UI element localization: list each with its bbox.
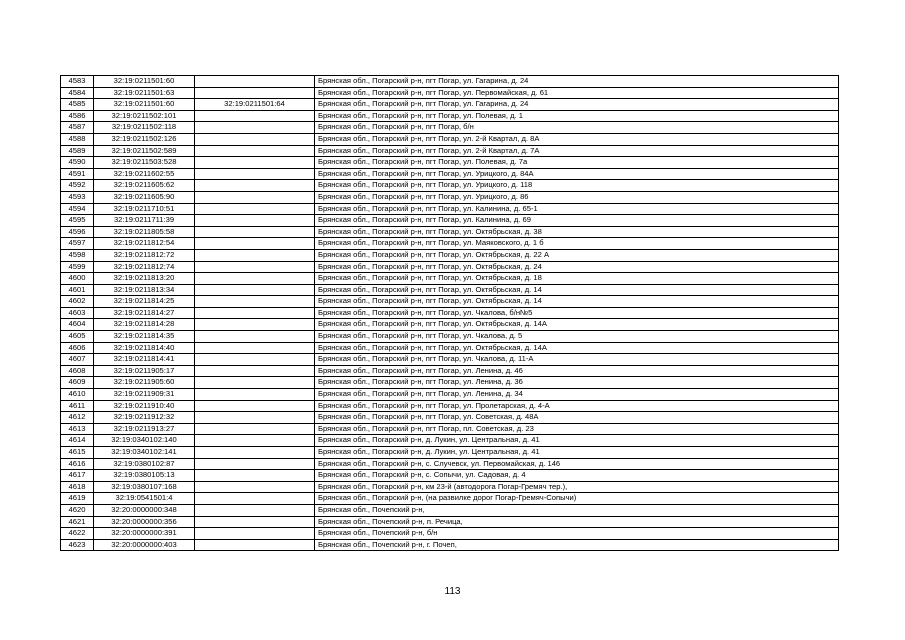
row-number-cell: 4583 bbox=[61, 76, 94, 88]
row-number-cell: 4622 bbox=[61, 528, 94, 540]
table-row bbox=[61, 435, 839, 447]
table-body bbox=[61, 76, 839, 551]
table-row bbox=[61, 400, 839, 412]
cadastral-number-cell: 32:19:0211602:55 bbox=[94, 168, 195, 180]
cadastral-number-cell: 32:19:0211502:101 bbox=[94, 110, 195, 122]
row-number-cell: 4601 bbox=[61, 284, 94, 296]
row-number-cell: 4585 bbox=[61, 99, 94, 111]
cadastral-number-cell: 32:19:0211910:40 bbox=[94, 400, 195, 412]
related-cadastral-number-cell bbox=[195, 76, 315, 88]
cadastral-number-cell: 32:19:0211503:528 bbox=[94, 157, 195, 169]
related-cadastral-number-cell bbox=[195, 133, 315, 145]
table-row bbox=[61, 331, 839, 343]
address-cell: Брянская обл., Почепский р-н, г. Почеп, bbox=[315, 539, 839, 551]
address-cell: Брянская обл., Почепский р-н, п. Речица, bbox=[315, 516, 839, 528]
row-number-cell: 4623 bbox=[61, 539, 94, 551]
related-cadastral-number-cell bbox=[195, 307, 315, 319]
cadastral-number-cell: 32:19:0211814:27 bbox=[94, 307, 195, 319]
cadastral-number-cell: 32:19:0211905:60 bbox=[94, 377, 195, 389]
row-number-cell: 4589 bbox=[61, 145, 94, 157]
cadastral-number-cell: 32:20:0000000:356 bbox=[94, 516, 195, 528]
address-cell: Брянская обл., Погарский р-н, пгт Погар, ул. Чкалова, б/н№5 bbox=[315, 307, 839, 319]
address-cell: Брянская обл., Погарский р-н, с. Сопычи, ул. Садовая, д. 4 bbox=[315, 470, 839, 482]
address-cell: Брянская обл., Погарский р-н, д. Лукин, ул. Центральная, д. 41 bbox=[315, 447, 839, 459]
table-row bbox=[61, 412, 839, 424]
related-cadastral-number-cell bbox=[195, 145, 315, 157]
cadastral-number-cell: 32:19:0211605:62 bbox=[94, 180, 195, 192]
row-number-cell: 4598 bbox=[61, 249, 94, 261]
cadastral-number-cell: 32:20:0000000:391 bbox=[94, 528, 195, 540]
cadastral-number-cell: 32:19:0211501:63 bbox=[94, 87, 195, 99]
cadastral-table bbox=[60, 75, 839, 551]
address-cell: Брянская обл., Погарский р-н, пгт Погар, ул. Калинина, д. 65-1 bbox=[315, 203, 839, 215]
cadastral-number-cell: 32:19:0541501:4 bbox=[94, 493, 195, 505]
row-number-cell: 4599 bbox=[61, 261, 94, 273]
address-cell: Брянская обл., Погарский р-н, пгт Погар, ул. Октябрьская, д. 24 bbox=[315, 261, 839, 273]
address-cell: Брянская обл., Погарский р-н, пгт Погар, ул. Гагарина, д. 24 bbox=[315, 99, 839, 111]
cadastral-number-cell: 32:20:0000000:348 bbox=[94, 504, 195, 516]
row-number-cell: 4586 bbox=[61, 110, 94, 122]
address-cell: Брянская обл., Погарский р-н, пгт Погар, ул. Октябрьская, д. 22 А bbox=[315, 249, 839, 261]
cadastral-number-cell: 32:19:0211814:41 bbox=[94, 354, 195, 366]
cadastral-number-cell: 32:19:0211812:54 bbox=[94, 238, 195, 250]
cadastral-number-cell: 32:19:0211502:589 bbox=[94, 145, 195, 157]
related-cadastral-number-cell bbox=[195, 249, 315, 261]
cadastral-number-cell: 32:19:0211812:72 bbox=[94, 249, 195, 261]
address-cell: Брянская обл., Погарский р-н, пгт Погар, ул. Урицкого, д. 118 bbox=[315, 180, 839, 192]
table-row bbox=[61, 157, 839, 169]
related-cadastral-number-cell bbox=[195, 273, 315, 285]
row-number-cell: 4597 bbox=[61, 238, 94, 250]
address-cell: Брянская обл., Погарский р-н, пгт Погар, ул. Октябрьская, д. 14 bbox=[315, 284, 839, 296]
document-table-container bbox=[60, 75, 839, 551]
related-cadastral-number-cell bbox=[195, 539, 315, 551]
table-row bbox=[61, 365, 839, 377]
table-row bbox=[61, 99, 839, 111]
table-row bbox=[61, 122, 839, 134]
address-cell: Брянская обл., Погарский р-н, пгт Погар, ул. Советская, д. 48А bbox=[315, 412, 839, 424]
table-row bbox=[61, 516, 839, 528]
related-cadastral-number-cell bbox=[195, 447, 315, 459]
row-number-cell: 4619 bbox=[61, 493, 94, 505]
row-number-cell: 4614 bbox=[61, 435, 94, 447]
address-cell: Брянская обл., Погарский р-н, пгт Погар, ул. Гагарина, д. 24 bbox=[315, 76, 839, 88]
row-number-cell: 4612 bbox=[61, 412, 94, 424]
cadastral-number-cell: 32:19:0211814:40 bbox=[94, 342, 195, 354]
cadastral-number-cell: 32:19:0340102:141 bbox=[94, 447, 195, 459]
address-cell: Брянская обл., Погарский р-н, пгт Погар, ул. Октябрьская, д. 14А bbox=[315, 319, 839, 331]
related-cadastral-number-cell bbox=[195, 423, 315, 435]
table-row bbox=[61, 447, 839, 459]
cadastral-number-cell: 32:19:0380102:87 bbox=[94, 458, 195, 470]
related-cadastral-number-cell bbox=[195, 458, 315, 470]
cadastral-number-cell: 32:19:0211912:32 bbox=[94, 412, 195, 424]
address-cell: Брянская обл., Погарский р-н, пгт Погар, ул. Маяковского, д. 1 б bbox=[315, 238, 839, 250]
address-cell: Брянская обл., Погарский р-н, пгт Погар, ул. Первомайская, д. 61 bbox=[315, 87, 839, 99]
address-cell: Брянская обл., Почепский р-н, bbox=[315, 504, 839, 516]
row-number-cell: 4620 bbox=[61, 504, 94, 516]
table-row bbox=[61, 133, 839, 145]
cadastral-number-cell: 32:19:0211812:74 bbox=[94, 261, 195, 273]
address-cell: Брянская обл., Погарский р-н, пгт Погар, пл. Советская, д. 23 bbox=[315, 423, 839, 435]
related-cadastral-number-cell bbox=[195, 157, 315, 169]
address-cell: Брянская обл., Погарский р-н, (на развилке дорог Погар-Гремяч-Сопычи) bbox=[315, 493, 839, 505]
cadastral-number-cell: 32:19:0211909:31 bbox=[94, 389, 195, 401]
related-cadastral-number-cell bbox=[195, 504, 315, 516]
address-cell: Брянская обл., Погарский р-н, пгт Погар, ул. Ленина, д. 34 bbox=[315, 389, 839, 401]
row-number-cell: 4608 bbox=[61, 365, 94, 377]
related-cadastral-number-cell bbox=[195, 389, 315, 401]
table-row bbox=[61, 481, 839, 493]
address-cell: Брянская обл., Погарский р-н, д. Лукин, ул. Центральная, д. 41 bbox=[315, 435, 839, 447]
row-number-cell: 4592 bbox=[61, 180, 94, 192]
page-number: 113 bbox=[444, 586, 461, 597]
row-number-cell: 4606 bbox=[61, 342, 94, 354]
related-cadastral-number-cell bbox=[195, 342, 315, 354]
row-number-cell: 4596 bbox=[61, 226, 94, 238]
related-cadastral-number-cell bbox=[195, 493, 315, 505]
cadastral-number-cell: 32:19:0211814:35 bbox=[94, 331, 195, 343]
row-number-cell: 4621 bbox=[61, 516, 94, 528]
related-cadastral-number-cell: 32:19:0211501:64 bbox=[195, 99, 315, 111]
related-cadastral-number-cell bbox=[195, 168, 315, 180]
related-cadastral-number-cell bbox=[195, 191, 315, 203]
related-cadastral-number-cell bbox=[195, 528, 315, 540]
related-cadastral-number-cell bbox=[195, 122, 315, 134]
address-cell: Брянская обл., Погарский р-н, пгт Погар, ул. Урицкого, д. 84А bbox=[315, 168, 839, 180]
row-number-cell: 4610 bbox=[61, 389, 94, 401]
row-number-cell: 4595 bbox=[61, 215, 94, 227]
table-row bbox=[61, 377, 839, 389]
cadastral-number-cell: 32:19:0211710:51 bbox=[94, 203, 195, 215]
related-cadastral-number-cell bbox=[195, 238, 315, 250]
row-number-cell: 4602 bbox=[61, 296, 94, 308]
table-row bbox=[61, 87, 839, 99]
cadastral-number-cell: 32:19:0211501:60 bbox=[94, 99, 195, 111]
address-cell: Брянская обл., Погарский р-н, пгт Погар, ул. Полевая, д. 1 bbox=[315, 110, 839, 122]
table-row bbox=[61, 296, 839, 308]
table-row bbox=[61, 261, 839, 273]
table-row bbox=[61, 528, 839, 540]
related-cadastral-number-cell bbox=[195, 180, 315, 192]
table-row bbox=[61, 191, 839, 203]
row-number-cell: 4611 bbox=[61, 400, 94, 412]
address-cell: Брянская обл., Погарский р-н, с. Случевск, ул. Первомайская, д. 146 bbox=[315, 458, 839, 470]
table-row bbox=[61, 342, 839, 354]
related-cadastral-number-cell bbox=[195, 284, 315, 296]
table-row bbox=[61, 226, 839, 238]
address-cell: Брянская обл., Погарский р-н, км 23-й (автодорога Погар-Гремяч тер.), bbox=[315, 481, 839, 493]
related-cadastral-number-cell bbox=[195, 215, 315, 227]
table-row bbox=[61, 110, 839, 122]
cadastral-number-cell: 32:20:0000000:403 bbox=[94, 539, 195, 551]
address-cell: Брянская обл., Погарский р-н, пгт Погар, ул. Чкалова, д. 5 bbox=[315, 331, 839, 343]
table-row bbox=[61, 389, 839, 401]
address-cell: Брянская обл., Погарский р-н, пгт Погар, ул. Ленина, д. 36 bbox=[315, 377, 839, 389]
row-number-cell: 4603 bbox=[61, 307, 94, 319]
row-number-cell: 4588 bbox=[61, 133, 94, 145]
related-cadastral-number-cell bbox=[195, 435, 315, 447]
row-number-cell: 4600 bbox=[61, 273, 94, 285]
address-cell: Брянская обл., Погарский р-н, пгт Погар, ул. Октябрьская, д. 14А bbox=[315, 342, 839, 354]
related-cadastral-number-cell bbox=[195, 365, 315, 377]
row-number-cell: 4590 bbox=[61, 157, 94, 169]
cadastral-number-cell: 32:19:0211502:126 bbox=[94, 133, 195, 145]
cadastral-number-cell: 32:19:0211813:34 bbox=[94, 284, 195, 296]
cadastral-number-cell: 32:19:0211905:17 bbox=[94, 365, 195, 377]
address-cell: Брянская обл., Погарский р-н, пгт Погар, ул. Калинина, д. 69 bbox=[315, 215, 839, 227]
cadastral-number-cell: 32:19:0211501:60 bbox=[94, 76, 195, 88]
table-row bbox=[61, 307, 839, 319]
related-cadastral-number-cell bbox=[195, 481, 315, 493]
table-row bbox=[61, 284, 839, 296]
row-number-cell: 4615 bbox=[61, 447, 94, 459]
cadastral-number-cell: 32:19:0211805:58 bbox=[94, 226, 195, 238]
related-cadastral-number-cell bbox=[195, 203, 315, 215]
row-number-cell: 4618 bbox=[61, 481, 94, 493]
address-cell: Брянская обл., Погарский р-н, пгт Погар, ул. Октябрьская, д. 38 bbox=[315, 226, 839, 238]
related-cadastral-number-cell bbox=[195, 516, 315, 528]
row-number-cell: 4617 bbox=[61, 470, 94, 482]
related-cadastral-number-cell bbox=[195, 261, 315, 273]
address-cell: Брянская обл., Погарский р-н, пгт Погар, ул. Пролетарская, д. 4-А bbox=[315, 400, 839, 412]
related-cadastral-number-cell bbox=[195, 470, 315, 482]
table-row bbox=[61, 203, 839, 215]
address-cell: Брянская обл., Погарский р-н, пгт Погар, ул. 2-й Квартал, д. 7А bbox=[315, 145, 839, 157]
related-cadastral-number-cell bbox=[195, 400, 315, 412]
row-number-cell: 4605 bbox=[61, 331, 94, 343]
table-row bbox=[61, 168, 839, 180]
related-cadastral-number-cell bbox=[195, 331, 315, 343]
table-row bbox=[61, 145, 839, 157]
related-cadastral-number-cell bbox=[195, 226, 315, 238]
table-row bbox=[61, 273, 839, 285]
row-number-cell: 4607 bbox=[61, 354, 94, 366]
address-cell: Брянская обл., Погарский р-н, пгт Погар, ул. Полевая, д. 7а bbox=[315, 157, 839, 169]
table-row bbox=[61, 493, 839, 505]
row-number-cell: 4594 bbox=[61, 203, 94, 215]
table-row bbox=[61, 249, 839, 261]
address-cell: Брянская обл., Погарский р-н, пгт Погар, ул. Урицкого, д. 86 bbox=[315, 191, 839, 203]
table-row bbox=[61, 354, 839, 366]
table-row bbox=[61, 238, 839, 250]
row-number-cell: 4609 bbox=[61, 377, 94, 389]
related-cadastral-number-cell bbox=[195, 319, 315, 331]
row-number-cell: 4616 bbox=[61, 458, 94, 470]
row-number-cell: 4613 bbox=[61, 423, 94, 435]
related-cadastral-number-cell bbox=[195, 412, 315, 424]
row-number-cell: 4604 bbox=[61, 319, 94, 331]
related-cadastral-number-cell bbox=[195, 377, 315, 389]
cadastral-number-cell: 32:19:0211814:25 bbox=[94, 296, 195, 308]
cadastral-number-cell: 32:19:0211502:118 bbox=[94, 122, 195, 134]
address-cell: Брянская обл., Погарский р-н, пгт Погар, ул. Октябрьская, д. 18 bbox=[315, 273, 839, 285]
cadastral-number-cell: 32:19:0380105:13 bbox=[94, 470, 195, 482]
address-cell: Брянская обл., Погарский р-н, пгт Погар, ул. Ленина, д. 46 bbox=[315, 365, 839, 377]
cadastral-number-cell: 32:19:0211913:27 bbox=[94, 423, 195, 435]
table-row bbox=[61, 539, 839, 551]
related-cadastral-number-cell bbox=[195, 110, 315, 122]
related-cadastral-number-cell bbox=[195, 296, 315, 308]
row-number-cell: 4591 bbox=[61, 168, 94, 180]
cadastral-number-cell: 32:19:0211711:39 bbox=[94, 215, 195, 227]
table-row bbox=[61, 470, 839, 482]
address-cell: Брянская обл., Погарский р-н, пгт Погар, ул. 2-й Квартал, д. 8А bbox=[315, 133, 839, 145]
table-row bbox=[61, 215, 839, 227]
row-number-cell: 4584 bbox=[61, 87, 94, 99]
table-row bbox=[61, 180, 839, 192]
table-row bbox=[61, 458, 839, 470]
cadastral-number-cell: 32:19:0211813:20 bbox=[94, 273, 195, 285]
table-row bbox=[61, 76, 839, 88]
related-cadastral-number-cell bbox=[195, 87, 315, 99]
table-row bbox=[61, 504, 839, 516]
address-cell: Брянская обл., Погарский р-н, пгт Погар, ул. Чкалова, д. 11-А bbox=[315, 354, 839, 366]
table-row bbox=[61, 423, 839, 435]
cadastral-number-cell: 32:19:0380107:168 bbox=[94, 481, 195, 493]
address-cell: Брянская обл., Почепский р-н, б/н bbox=[315, 528, 839, 540]
cadastral-number-cell: 32:19:0340102:140 bbox=[94, 435, 195, 447]
table-row bbox=[61, 319, 839, 331]
cadastral-number-cell: 32:19:0211605:90 bbox=[94, 191, 195, 203]
cadastral-number-cell: 32:19:0211814:28 bbox=[94, 319, 195, 331]
address-cell: Брянская обл., Погарский р-н, пгт Погар, б/н bbox=[315, 122, 839, 134]
address-cell: Брянская обл., Погарский р-н, пгт Погар, ул. Октябрьская, д. 14 bbox=[315, 296, 839, 308]
row-number-cell: 4587 bbox=[61, 122, 94, 134]
row-number-cell: 4593 bbox=[61, 191, 94, 203]
related-cadastral-number-cell bbox=[195, 354, 315, 366]
